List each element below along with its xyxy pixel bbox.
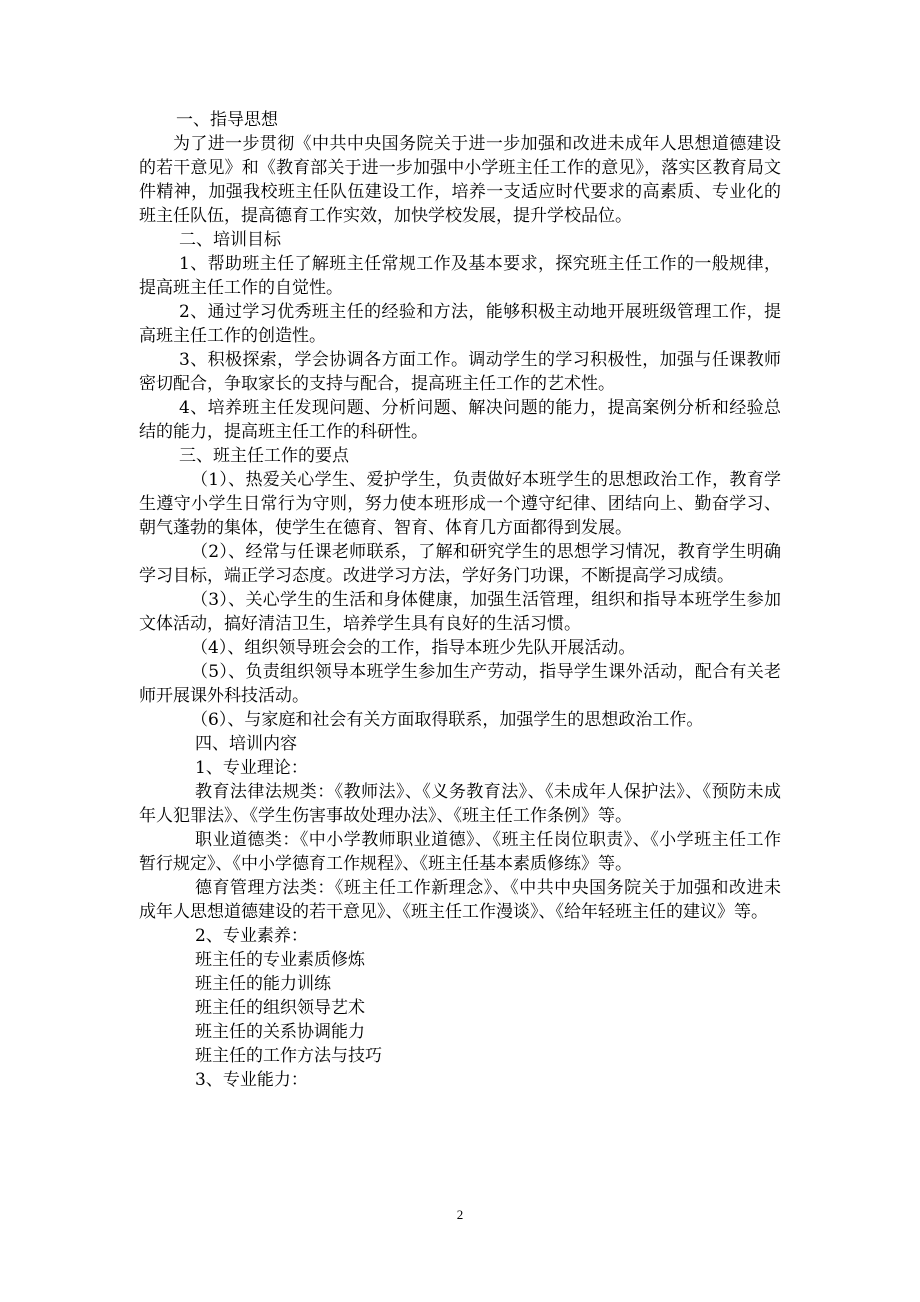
document-body	[139, 108, 781, 1092]
paragraph-goal-4: 4、培养班主任发现问题、分析问题、解决问题的能力，提高案例分析和经验总结的能力，提高班主任工作的科研性。	[139, 398, 781, 442]
paragraph-key-point-2: （2）、经常与任课老师联系，了解和研究学生的思想学习情况，教育学生明确学习目标，端正学习态度。改进学习方法，学好务门功课，不断提高学习成绩。	[139, 542, 781, 586]
paragraph-moral-management: 德育管理方法类：《班主任工作新理念》、《中共中央国务院关于加强和改进未成年人思想道德建设的若干意见》、《班主任工作漫谈》、《给年轻班主任的建议》等。	[139, 878, 781, 922]
paragraph-key-point-4: （4）、组织领导班会会的工作，指导本班少先队开展活动。	[191, 638, 636, 658]
paragraph-education-law: 教育法律法规类：《教师法》、《义务教育法》、《未成年人保护法》、《预防未成年人犯罪法》、《学生伤害事故处理办法》、《班主任工作条例》等。	[139, 782, 781, 826]
paragraph-key-point-6: （6）、与家庭和社会有关方面取得联系，加强学生的思想政治工作。	[191, 710, 704, 730]
paragraph-goal-3: 3、积极探索，学会协调各方面工作。调动学生的学习积极性，加强与任课教师密切配合，争取家长的支持与配合，提高班主任工作的艺术性。	[139, 350, 781, 394]
paragraph-guiding-ideology: 为了进一步贯彻《中共中央国务院关于进一步加强和改进未成年人思想道德建设的若干意见》和《教育部关于进一步加强中小学班主任工作的意见》，落实区教育局文件精神，加强我校班主任队伍建设工作，培养一支适应时代要求的高素质、专业化的班主任队伍，提高德育工作实效，加快学校发展，提升学校品位。	[139, 134, 781, 226]
paragraph-professional-ethics: 职业道德类：《中小学教师职业道德》、《班主任岗位职责》、《小学班主任工作暂行规定》、《中小学德育工作规程》、《班主任基本素质修练》等。	[139, 830, 781, 874]
paragraph-key-point-5: （5）、负责组织领导本班学生参加生产劳动，指导学生课外活动，配合有关老师开展课外科技活动。	[139, 662, 781, 706]
paragraph-goal-1: 1、帮助班主任了解班主任常规工作及基本要求，探究班主任工作的一般规律，提高班主任工作的自觉性。	[139, 254, 781, 298]
paragraph-key-point-1: （1）、热爱关心学生、爱护学生，负责做好本班学生的思想政治工作，教育学生遵守小学生日常行为守则，努力使本班形成一个遵守纪律、团结向上、勤奋学习、朝气蓬勃的集体，使学生在德育、智育、体育几方面都得到发展。	[139, 470, 781, 538]
subheading-professional-theory: 1、专业理论：	[195, 758, 308, 778]
section-heading-training-content: 四、培训内容	[195, 734, 297, 754]
list-item: 班主任的关系协调能力	[195, 1022, 365, 1042]
list-item: 班主任的能力训练	[195, 974, 331, 994]
section-heading-key-points: 三、班主任工作的要点	[179, 446, 349, 466]
subheading-professional-literacy: 2、专业素养：	[195, 926, 308, 946]
page-number: 2	[456, 1207, 464, 1222]
subheading-professional-ability: 3、专业能力：	[195, 1070, 308, 1090]
paragraph-goal-2: 2、通过学习优秀班主任的经验和方法，能够积极主动地开展班级管理工作，提高班主任工作的创造性。	[139, 302, 781, 346]
section-heading-training-goals: 二、培训目标	[179, 230, 281, 250]
list-item: 班主任的专业素质修炼	[195, 950, 365, 970]
list-item: 班主任的工作方法与技巧	[195, 1046, 382, 1066]
paragraph-key-point-3: （3）、关心学生的生活和身体健康，加强生活管理，组织和指导本班学生参加文体活动，搞好清洁卫生，培养学生具有良好的生活习惯。	[139, 590, 781, 634]
list-item: 班主任的组织领导艺术	[195, 998, 365, 1018]
section-heading-guiding-ideology: 一、指导思想	[176, 110, 278, 130]
